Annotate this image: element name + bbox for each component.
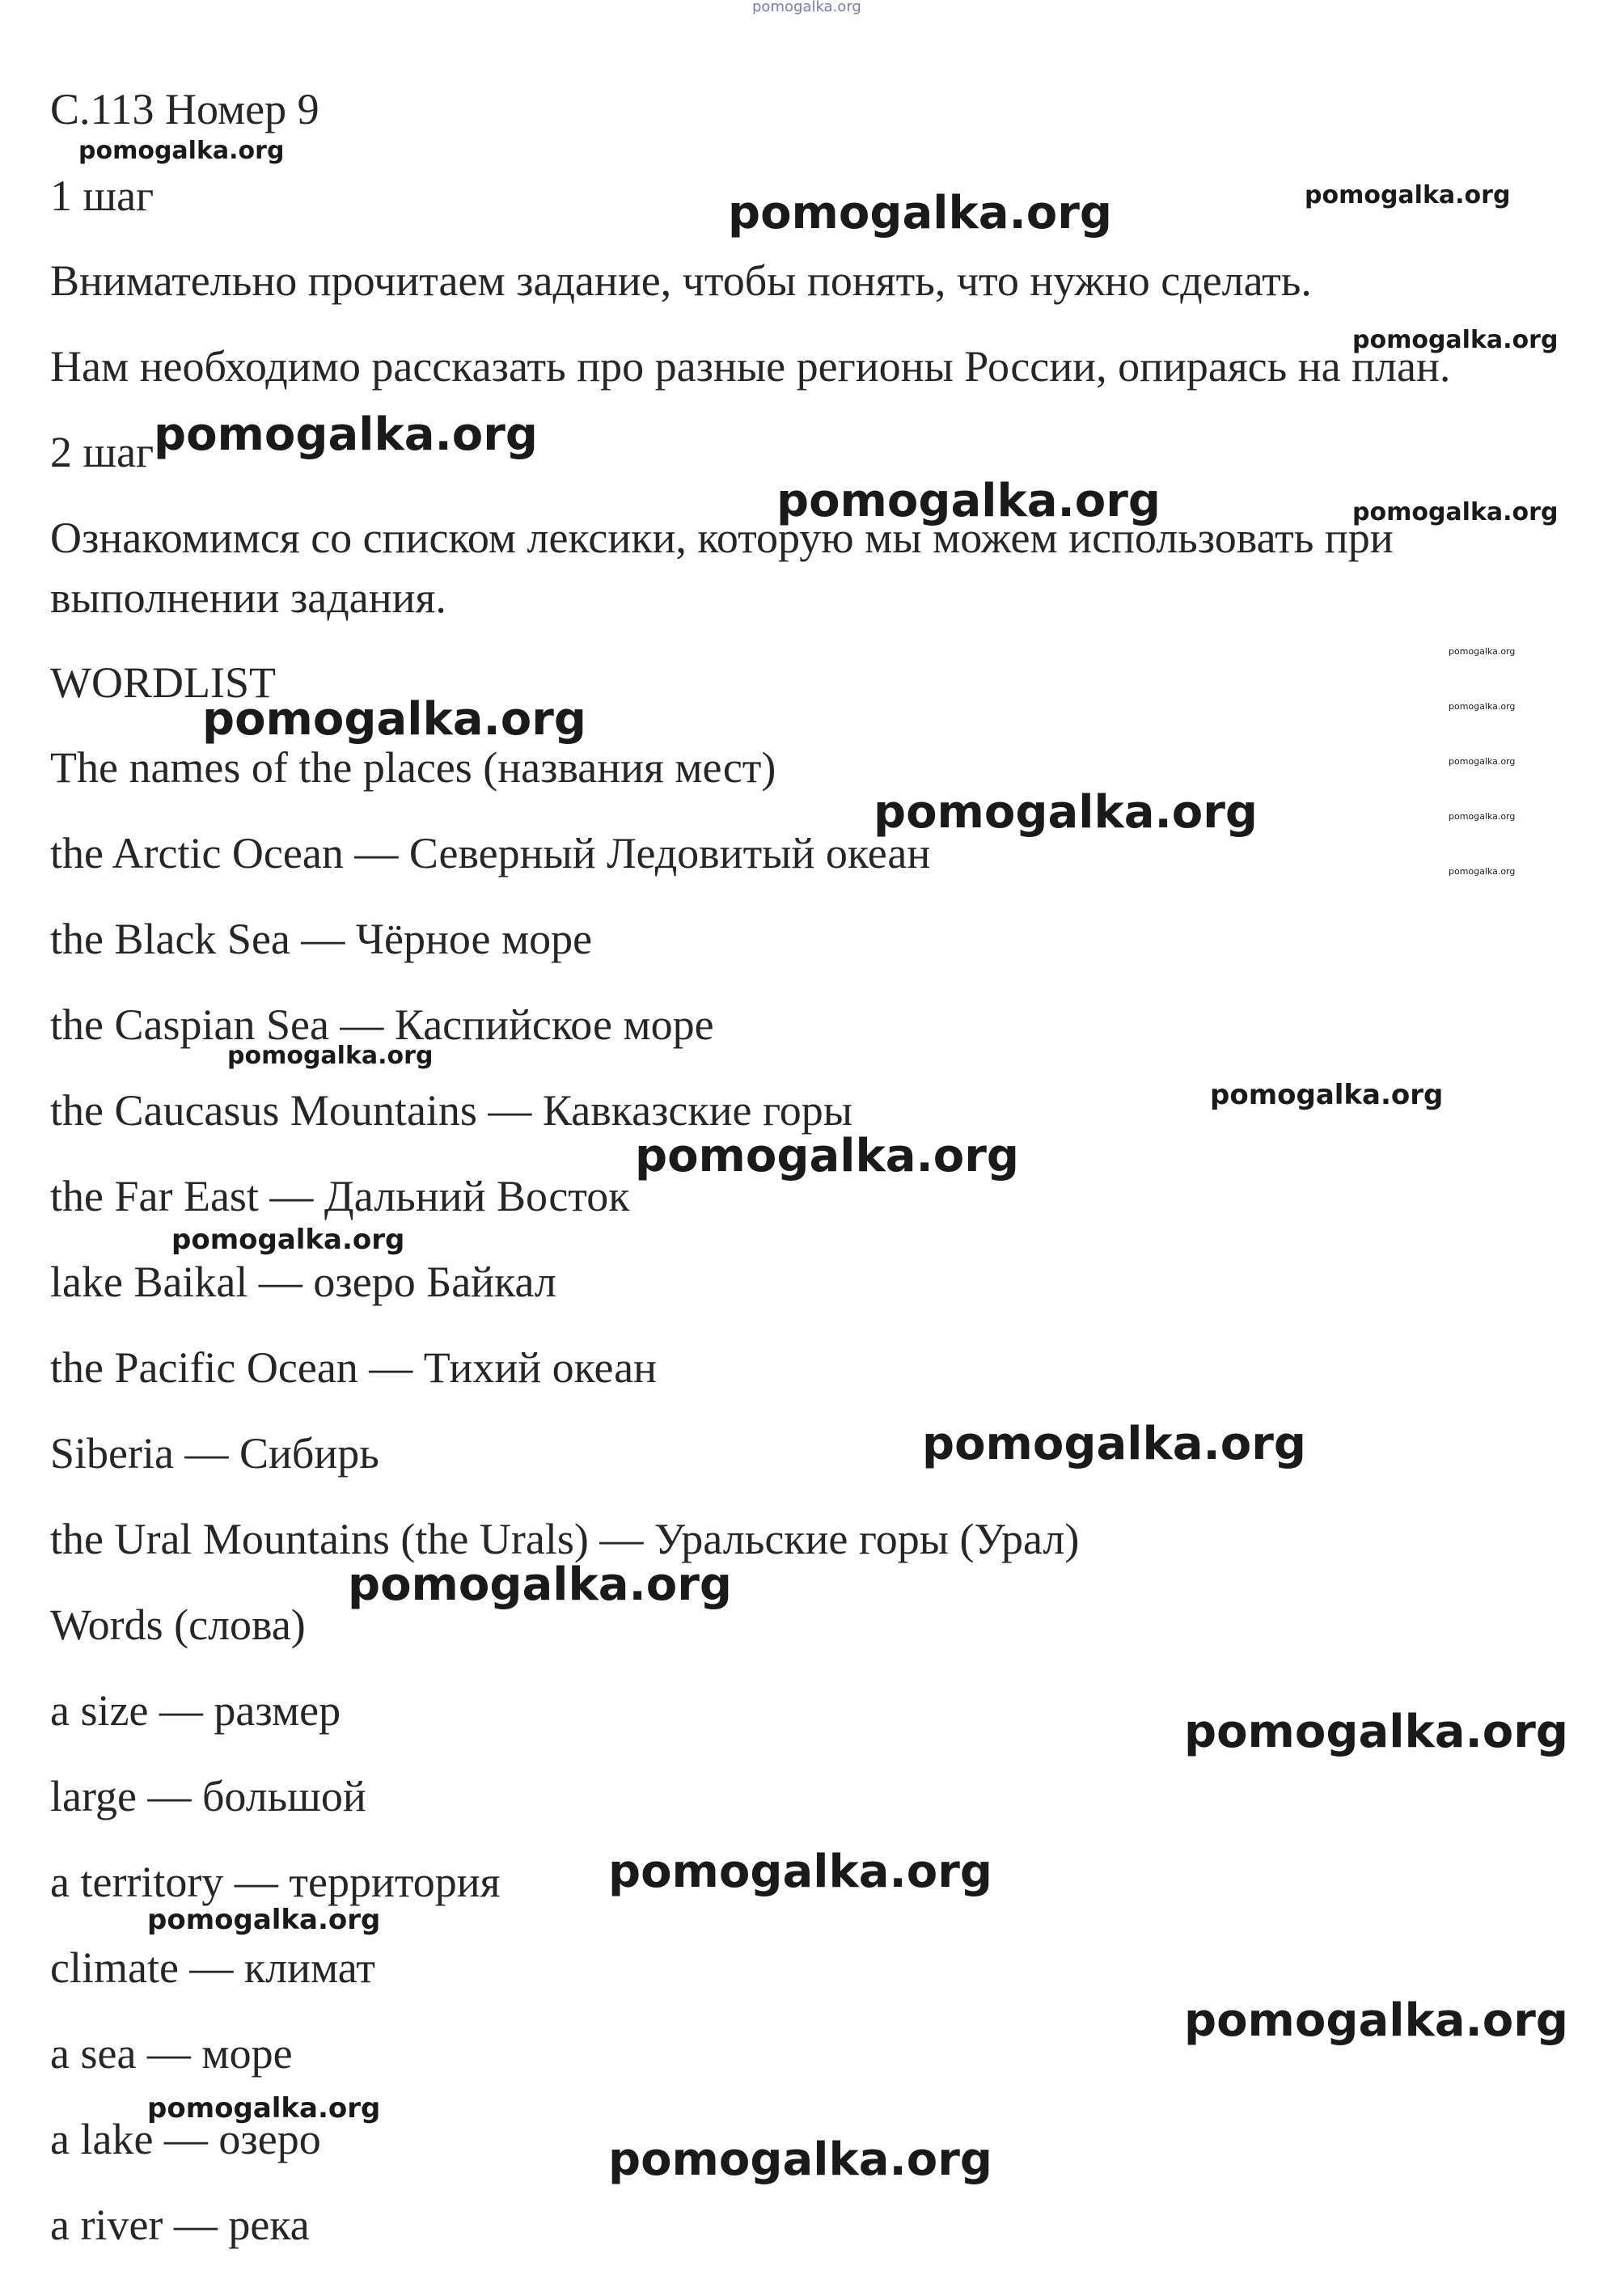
places-heading: The names of the places (названия мест) <box>50 743 776 792</box>
watermark: pomogalka.org <box>728 187 1112 239</box>
watermark: pomogalka.org <box>227 1042 434 1070</box>
step2-text-line1: Ознакомимся со списком лексики, которую мы можем использовать при <box>50 514 1394 562</box>
watermark: pomogalka.org <box>1449 811 1516 822</box>
watermark: pomogalka.org <box>154 408 538 461</box>
watermark: pomogalka.org <box>1210 1079 1444 1111</box>
list-item: a sea — море <box>50 2029 293 2078</box>
list-item: the Ural Mountains (the Urals) — Уральские горы (Урал) <box>50 1515 1080 1563</box>
list-item: climate — климат <box>50 1943 375 1992</box>
watermark: pomogalka.org <box>171 1224 405 1256</box>
words-heading: Words (слова) <box>50 1600 306 1649</box>
list-item: the Far East — Дальний Восток <box>50 1172 630 1220</box>
list-item: the Caspian Sea — Каспийское море <box>50 1000 714 1049</box>
watermark: pomogalka.org <box>752 0 861 15</box>
page-title: С.113 Номер 9 <box>50 85 319 133</box>
watermark: pomogalka.org <box>1449 866 1516 877</box>
watermark: pomogalka.org <box>202 693 586 746</box>
list-item: the Arctic Ocean — Северный Ледовитый океан <box>50 829 931 877</box>
list-item: lake Baikal — озеро Байкал <box>50 1258 556 1306</box>
list-item: the Pacific Ocean — Тихий океан <box>50 1343 658 1392</box>
watermark: pomogalka.org <box>635 1130 1019 1182</box>
watermark: pomogalka.org <box>1449 756 1516 767</box>
watermark: pomogalka.org <box>776 475 1161 527</box>
list-item: a territory — территория <box>50 1858 501 1906</box>
watermark: pomogalka.org <box>1352 498 1559 526</box>
list-item: the Black Sea — Чёрное море <box>50 915 593 963</box>
watermark: pomogalka.org <box>1449 646 1516 657</box>
step2-label: 2 шаг <box>50 428 154 476</box>
list-item: a river — река <box>50 2201 310 2249</box>
watermark: pomogalka.org <box>922 1418 1306 1470</box>
list-item: a lake — озеро <box>50 2115 321 2163</box>
watermark: pomogalka.org <box>874 786 1258 839</box>
list-item: a size — размер <box>50 1686 341 1735</box>
watermark: pomogalka.org <box>1449 701 1516 712</box>
list-item: the Caucasus Mountains — Кавказские горы <box>50 1086 853 1135</box>
watermark: pomogalka.org <box>348 1558 732 1611</box>
step2-text-line2: выполнении задания. <box>50 573 446 622</box>
watermark: pomogalka.org <box>147 1904 381 1936</box>
watermark: pomogalka.org <box>147 2092 381 2125</box>
watermark: pomogalka.org <box>1305 181 1511 209</box>
wordlist-heading: WORDLIST <box>50 658 276 707</box>
list-item: large — большой <box>50 1772 366 1820</box>
step1-text-2: Нам необходимо рассказать про разные регионы России, опираясь на план. <box>50 342 1451 391</box>
list-item: Siberia — Сибирь <box>50 1429 379 1478</box>
step1-text: Внимательно прочитаем задание, чтобы понять, что нужно сделать. <box>50 256 1312 305</box>
watermark: pomogalka.org <box>1184 1706 1568 1758</box>
step1-label: 1 шаг <box>50 171 154 220</box>
watermark: pomogalka.org <box>78 137 285 165</box>
watermark: pomogalka.org <box>1352 326 1559 354</box>
watermark: pomogalka.org <box>608 2133 992 2186</box>
watermark: pomogalka.org <box>1184 1994 1568 2047</box>
watermark: pomogalka.org <box>608 1846 992 1898</box>
